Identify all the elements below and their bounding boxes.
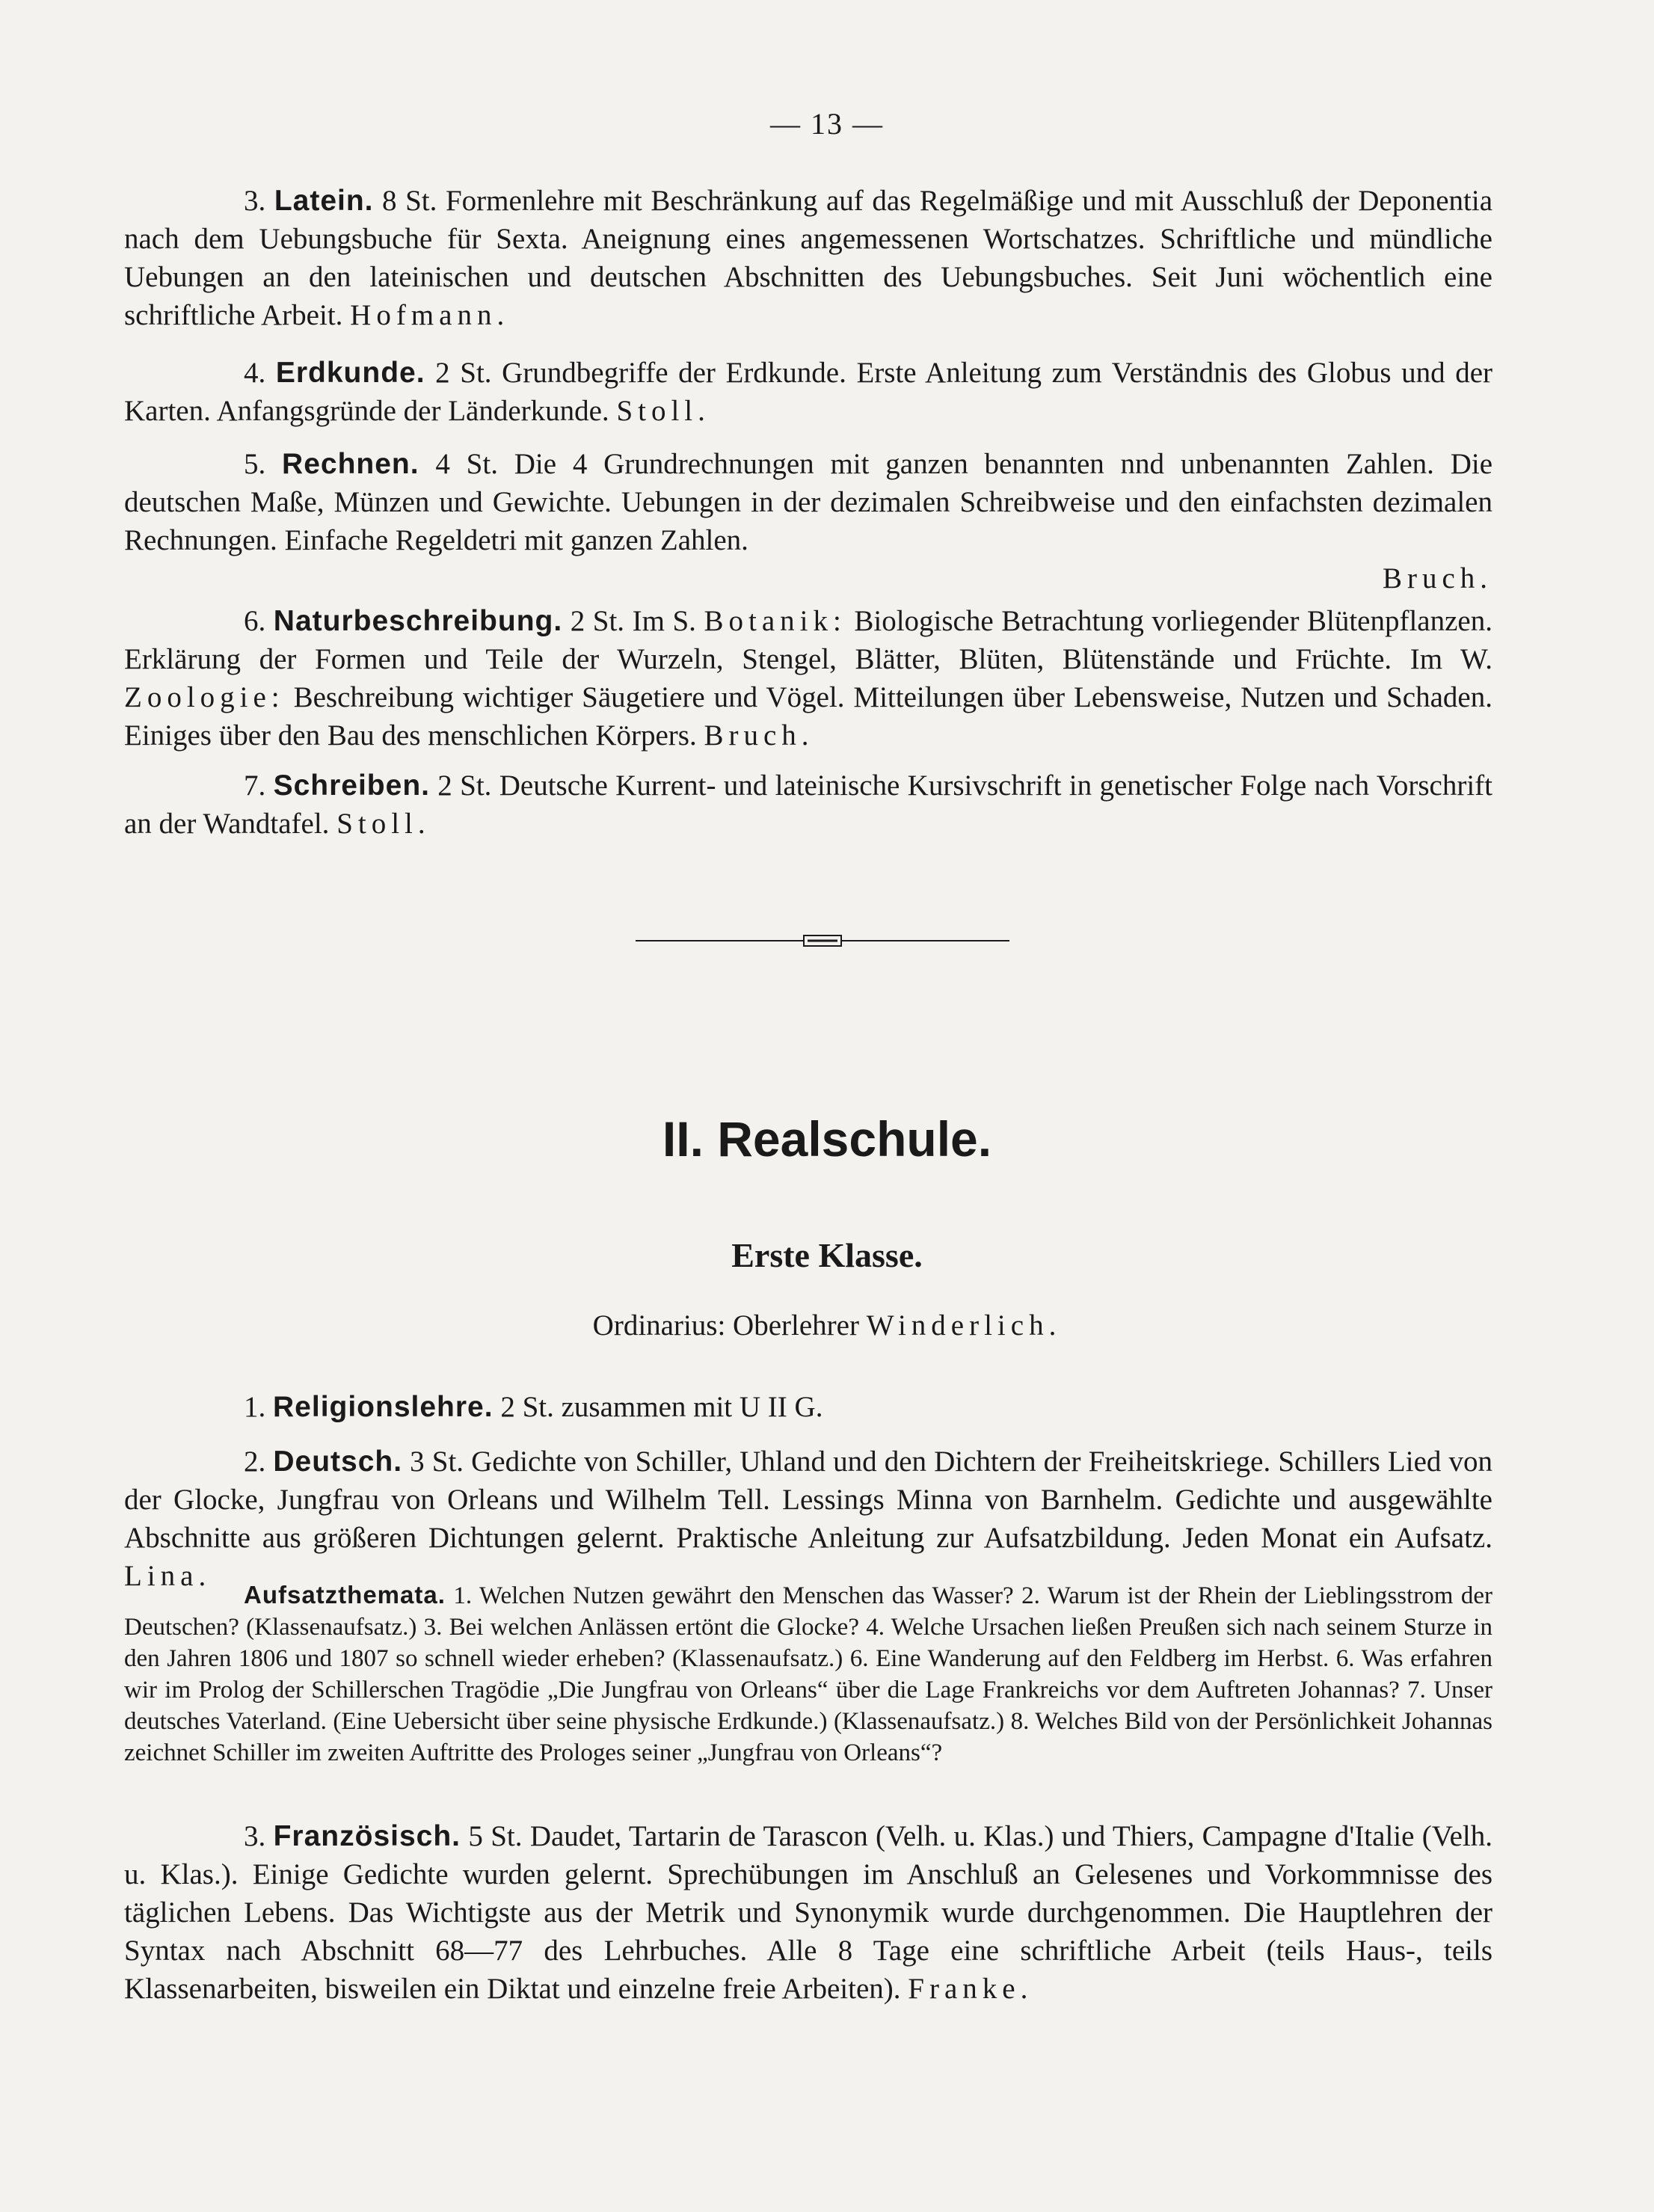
subject-heading: Deutsch. xyxy=(273,1446,403,1478)
paragraph-aufsatzthemata: Aufsatzthemata. 1. Welchen Nutzen gewährt den Menschen das Wasser? 2. Warum ist der Rhein der Lieblingsstrom der Deutschen? (Klassenaufsatz.) 3. Bei welchen Anlässen ertönt die Glocke? 4. Welche Ursachen ließen Preußen sich nach seinem Sturze in den Jahren 1806 und 1807 so schnell wieder erheben? (Klassenaufsatz.) 6. Eine Wanderung auf den Feldberg im Herbst. 6. Was erfahren wir im Prolog der Schillerschen Tragödie „Die Jungfrau von Orleans“ über die Lage Frankreichs vor dem Auftreten Johannas? 7. Unser deutsches Vaterland. (Eine Uebersicht über seine physische Erdkunde.) (Klassenaufsatz.) 8. Welches Bild von der Persönlichkeit Johannas zeichnet Schiller im zweiten Auftritte des Prologes seiner „Jungfrau von Orleans“? xyxy=(124,1581,1492,1766)
ordinarius-line: Ordinarius: Oberlehrer Winderlich. xyxy=(592,1309,1062,1342)
section-title: II. Realschule. xyxy=(662,1111,992,1167)
paragraph-latein: 3. Latein. 8 St. Formenlehre mit Beschränkung auf das Regelmäßige und mit Ausschluß der Deponentia nach dem Uebungsbuche für Sexta. Aneignung eines angemessenen Wortschatzes. Schriftliche und mündliche Uebungen an den lateinischen und deutschen Abschnitten des Uebungsbuches. Seit Juni wöchentlich eine schriftliche Arbeit. Hofmann. xyxy=(124,185,1493,331)
subject-heading: Naturbeschreibung. xyxy=(273,605,563,637)
teacher-name: Lina. xyxy=(124,1560,212,1592)
page-number: — 13 — xyxy=(770,107,884,141)
subject-heading: Aufsatzthemata. xyxy=(244,1581,446,1609)
paragraph-erdkunde: 4. Erdkunde. 2 St. Grundbegriffe der Erdkunde. Erste Anleitung zum Verständnis des Globus und der Karten. Anfangsgründe der Länderkunde. Stoll. xyxy=(124,357,1493,427)
teacher-name: Franke. xyxy=(908,1973,1033,2005)
franz-block xyxy=(124,1817,1492,2008)
subject-heading: Französisch. xyxy=(273,1820,461,1852)
teacher-name: Bruch. xyxy=(704,719,814,752)
subject-heading: Schreiben. xyxy=(273,769,430,802)
teacher-name: Stoll. xyxy=(336,808,431,840)
ornament-divider-icon xyxy=(636,932,1009,950)
subject-heading: Religionslehre. xyxy=(273,1391,494,1423)
subjects-lower xyxy=(124,1388,1492,1595)
aufsatz-block xyxy=(124,1579,1492,1769)
class-title: Erste Klasse. xyxy=(731,1236,923,1274)
subject-heading: Rechnen. xyxy=(282,448,419,480)
subject-heading: Latein. xyxy=(274,185,374,217)
teacher-name: Bruch. xyxy=(1382,562,1492,595)
paragraph-naturbeschreibung: 6. Naturbeschreibung. 2 St. Im S. Botanik: Biologische Betrachtung vorliegender Blütenpflanzen. Erklärung der Formen und Teile der Wurzeln, Stengel, Blätter, Blüten, Blütenstände und Früchte. Im W. Zoologie: Beschreibung wichtiger Säugetiere und Vögel. Mitteilungen über Lebensweise, Nutzen und Schaden. Einiges über den Bau des menschlichen Körpers. Bruch. xyxy=(124,605,1492,752)
paragraph-rechnen: 5. Rechnen. 4 St. Die 4 Grundrechnungen mit ganzen benannten nnd unbenannten Zahlen. Die deutschen Maße, Münzen und Gewichte. Uebungen in der dezimalen Schreibweise und den einfachsten dezimalen Rechnungen. Einfache Regeldetri mit ganzen Zahlen. xyxy=(124,448,1493,556)
teacher-name: Hofmann. xyxy=(350,299,510,331)
paragraph-schreiben: 7. Schreiben. 2 St. Deutsche Kurrent- und lateinische Kursivschrift in genetischer Folge nach Vorschrift an der Wandtafel. Stoll. xyxy=(124,769,1492,840)
teacher-name: Stoll. xyxy=(616,395,710,427)
paragraph-deutsch: 2. Deutsch. 3 St. Gedichte von Schiller, Uhland und den Dichtern der Freiheitskriege. Schillers Lied von der Glocke, Jungfrau von Orleans und Wilhelm Tell. Lessings Minna von Barnhelm. Gedichte und ausgewählte Abschnitte aus größeren Dichtungen gelernt. Praktische Anleitung zur Aufsatzbildung. Jeden Monat ein Aufsatz. Lina. xyxy=(124,1446,1492,1592)
subject-heading: Erdkunde. xyxy=(275,357,425,389)
paragraph-religion: 1. Religionslehre. 2 St. zusammen mit U II G. xyxy=(244,1391,823,1423)
subjects-upper xyxy=(124,182,1492,843)
paragraph-franzoesisch: 3. Französisch. 5 St. Daudet, Tartarin de Tarascon (Velh. u. Klas.) und Thiers, Campagne d'Italie (Velh. u. Klas.). Einige Gedichte wurden gelernt. Sprechübungen im Anschluß an Gelesenes und Vorkommnisse des täglichen Lebens. Das Wichtigste aus der Metrik und Synonymik wurde durchgenommen. Die Hauptlehren der Syntax nach Abschnitt 68—77 des Lehrbuches. Alle 8 Tage eine schriftliche Arbeit (teils Haus-, teils Klassenarbeiten, bisweilen ein Diktat und einzelne freie Arbeiten). Franke. xyxy=(124,1820,1492,2005)
